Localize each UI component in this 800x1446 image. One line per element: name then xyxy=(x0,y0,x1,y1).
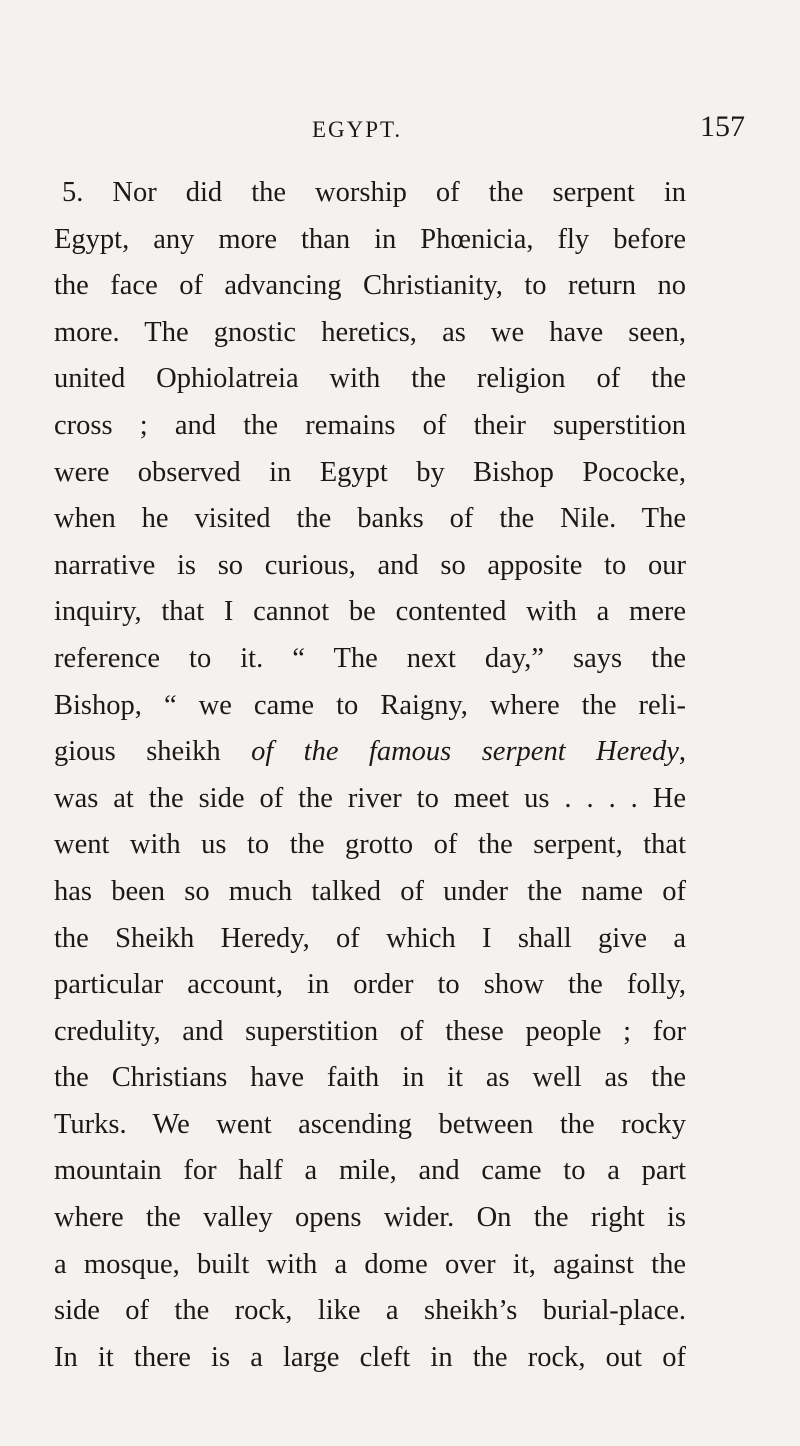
text-line xyxy=(54,1148,686,1195)
text-line xyxy=(54,496,686,543)
text-line xyxy=(54,636,686,683)
text-segment: inquiry, that I cannot be contented with a mere xyxy=(54,596,686,628)
text-line xyxy=(54,729,686,776)
text-line xyxy=(54,543,686,590)
running-head xyxy=(0,110,800,150)
text-segment: the face of advancing Christianity, to return no xyxy=(54,270,686,302)
text-segment: credulity, and superstition of these people ; for xyxy=(54,1015,686,1047)
text-line xyxy=(54,1055,686,1102)
running-title: EGYPT. xyxy=(312,117,403,142)
text-line xyxy=(54,589,686,636)
text-segment: gious sheikh xyxy=(54,736,252,768)
text-line xyxy=(54,1242,686,1289)
text-segment: narrative is so curious, and so apposite to our xyxy=(54,549,686,581)
text-line xyxy=(54,962,686,1009)
text-line xyxy=(54,1195,686,1242)
text-segment: when he visited the banks of the Nile. The xyxy=(54,503,686,535)
text-line xyxy=(54,170,686,217)
text-segment: went with us to the grotto of the serpent, that xyxy=(54,829,686,861)
text-segment: the Christians have faith in it as well as the xyxy=(54,1062,686,1094)
text-segment: was at the side of the river to meet us . . . . He xyxy=(54,782,686,814)
text-segment: united Ophiolatreia with the religion of the xyxy=(54,363,686,395)
text-segment: Egypt, any more than in Phœnicia, fly before xyxy=(54,223,686,255)
body-text xyxy=(54,170,686,1381)
text-line xyxy=(54,683,686,730)
text-line xyxy=(54,310,686,357)
text-segment: , xyxy=(678,736,686,768)
text-segment: mountain for half a mile, and came to a part xyxy=(54,1155,686,1187)
page-number: 157 xyxy=(700,110,745,143)
text-line xyxy=(54,450,686,497)
text-segment: more. The gnostic heretics, as we have seen, xyxy=(54,316,686,348)
text-line xyxy=(54,822,686,869)
text-segment: Bishop, “ we came to Raigny, where the reli- xyxy=(54,689,686,721)
text-segment: has been so much talked of under the name of xyxy=(54,875,686,907)
text-segment: side of the rock, like a sheikh’s burial-place. xyxy=(54,1295,686,1327)
text-segment: where the valley opens wider. On the right is xyxy=(54,1202,686,1234)
text-segment: a mosque, built with a dome over it, against the xyxy=(54,1248,686,1280)
text-line xyxy=(54,1102,686,1149)
text-segment: 5. Nor did the worship of the serpent in xyxy=(62,177,686,208)
text-segment: the Sheikh Heredy, of which I shall give a xyxy=(54,922,686,954)
text-segment: Turks. We went ascending between the rocky xyxy=(54,1108,686,1140)
text-line xyxy=(54,1288,686,1335)
text-line xyxy=(54,263,686,310)
text-segment: particular account, in order to show the folly, xyxy=(54,969,686,1001)
text-line xyxy=(54,403,686,450)
text-segment: were observed in Egypt by Bishop Pococke, xyxy=(54,456,686,488)
text-line xyxy=(54,356,686,403)
text-line xyxy=(54,1009,686,1056)
text-line xyxy=(54,217,686,264)
text-line xyxy=(54,776,686,823)
text-line xyxy=(54,869,686,916)
text-line xyxy=(54,916,686,963)
text-segment: reference to it. “ The next day,” says the xyxy=(54,642,686,674)
italic-text: of the famous serpent Heredy xyxy=(251,736,679,768)
text-segment: cross ; and the remains of their superstition xyxy=(54,409,686,441)
text-segment: In it there is a large cleft in the rock, out of xyxy=(54,1341,686,1373)
text-line xyxy=(54,1335,686,1382)
